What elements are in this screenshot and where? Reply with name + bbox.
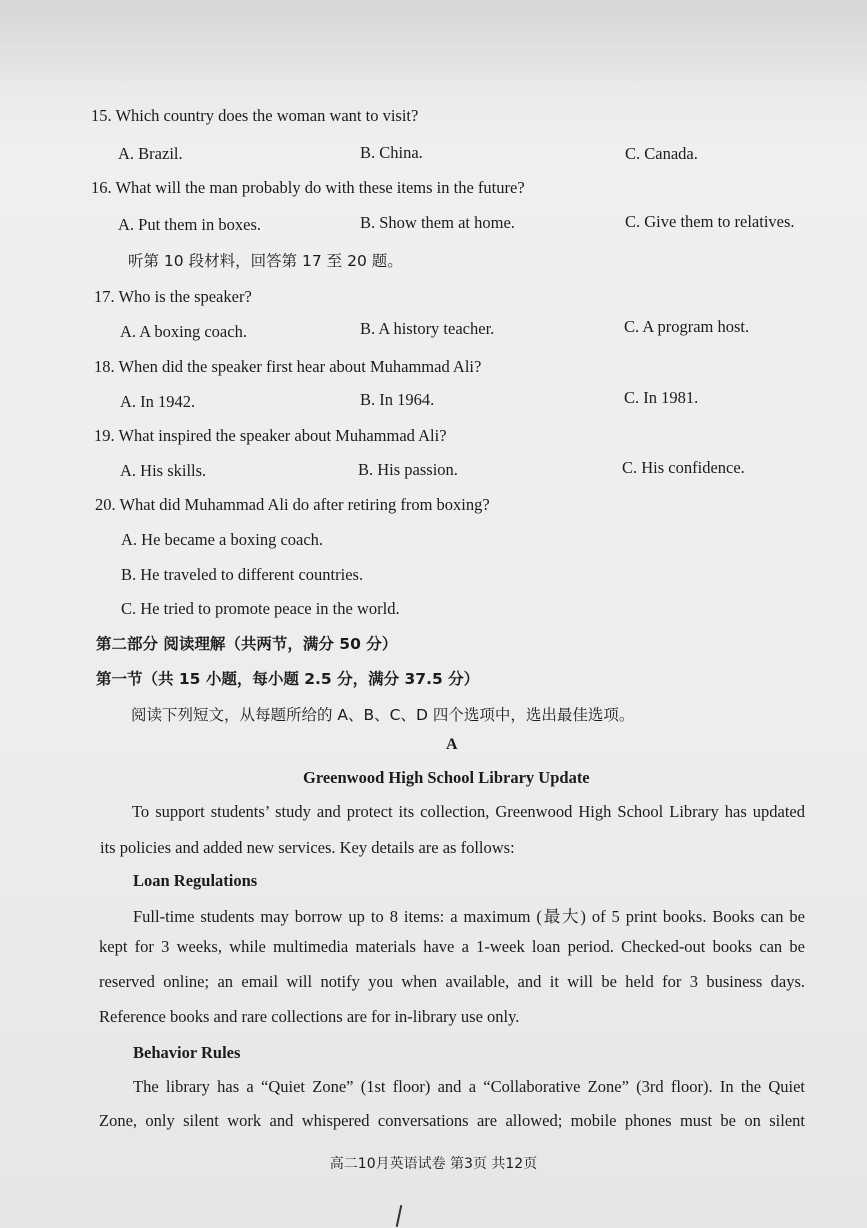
question-16: 16. What will the man probably do with these items in the future? bbox=[91, 178, 525, 197]
instruction-17-20: 听第 10 段材料，回答第 17 至 20 题。 bbox=[128, 252, 403, 270]
loan-line-4: Reference books and rare collections are for in-library use only. bbox=[99, 1007, 520, 1026]
option-20c: C. He tried to promote peace in the world. bbox=[121, 599, 400, 618]
question-17: 17. Who is the speaker? bbox=[94, 287, 252, 306]
option-17a: A. A boxing coach. bbox=[120, 322, 247, 341]
option-18b: B. In 1964. bbox=[360, 390, 435, 409]
page-footer: 高二10月英语试卷 第3页 共12页 bbox=[329, 1156, 538, 1172]
loan-line-3: reserved online; an email will notify you when available, and it will be held for 3 business days. bbox=[99, 972, 805, 991]
option-15a: A. Brazil. bbox=[118, 144, 183, 163]
loan-heading: Loan Regulations bbox=[133, 871, 258, 890]
option-18a: A. In 1942. bbox=[120, 392, 196, 411]
option-19a: A. His skills. bbox=[120, 461, 207, 480]
behavior-heading: Behavior Rules bbox=[133, 1043, 241, 1062]
option-19b: B. His passion. bbox=[358, 460, 458, 479]
option-19c: C. His confidence. bbox=[622, 458, 745, 477]
intro-line-1: To support students’ study and protect its collection, Greenwood High School Library has updated bbox=[132, 802, 805, 821]
reading-instruction: 阅读下列短文，从每题所给的 A、B、C、D 四个选项中，选出最佳选项。 bbox=[131, 706, 635, 724]
option-16a: A. Put them in boxes. bbox=[118, 215, 261, 234]
option-17b: B. A history teacher. bbox=[360, 319, 495, 338]
option-16b: B. Show them at home. bbox=[360, 213, 515, 232]
option-17c: C. A program host. bbox=[624, 317, 750, 336]
loan-line-1: Full-time students may borrow up to 8 items: a maximum (最大) of 5 print books. Books can be bbox=[133, 907, 805, 926]
question-15: 15. Which country does the woman want to visit? bbox=[91, 106, 419, 125]
option-20a: A. He became a boxing coach. bbox=[121, 530, 324, 549]
option-15c: C. Canada. bbox=[625, 144, 698, 163]
question-18: 18. When did the speaker first hear about Muhammad Ali? bbox=[94, 357, 482, 376]
behavior-line-2: Zone, only silent work and whispered conversations are allowed; mobile phones must be on silent bbox=[99, 1111, 805, 1130]
question-20: 20. What did Muhammad Ali do after retiring from boxing? bbox=[95, 495, 490, 514]
option-18c: C. In 1981. bbox=[624, 388, 699, 407]
passage-title: Greenwood High School Library Update bbox=[303, 768, 590, 787]
option-16c: C. Give them to relatives. bbox=[625, 212, 795, 231]
pen-mark bbox=[396, 1205, 403, 1227]
behavior-line-1: The library has a “Quiet Zone” (1st floor) and a “Collaborative Zone” (3rd floor). In the Quiet bbox=[133, 1077, 805, 1096]
passage-letter: A bbox=[446, 736, 458, 753]
section1-heading: 第一节（共 15 小题，每小题 2.5 分，满分 37.5 分） bbox=[96, 670, 480, 688]
loan-line-2: kept for 3 weeks, while multimedia materials have a 1-week loan period. Checked-out books can be bbox=[99, 937, 805, 956]
option-20b: B. He traveled to different countries. bbox=[121, 565, 364, 584]
question-19: 19. What inspired the speaker about Muhammad Ali? bbox=[94, 426, 447, 445]
intro-line-2: its policies and added new services. Key details are as follows: bbox=[100, 838, 515, 857]
option-15b: B. China. bbox=[360, 143, 423, 162]
part2-heading: 第二部分 阅读理解（共两节，满分 50 分） bbox=[96, 635, 398, 653]
